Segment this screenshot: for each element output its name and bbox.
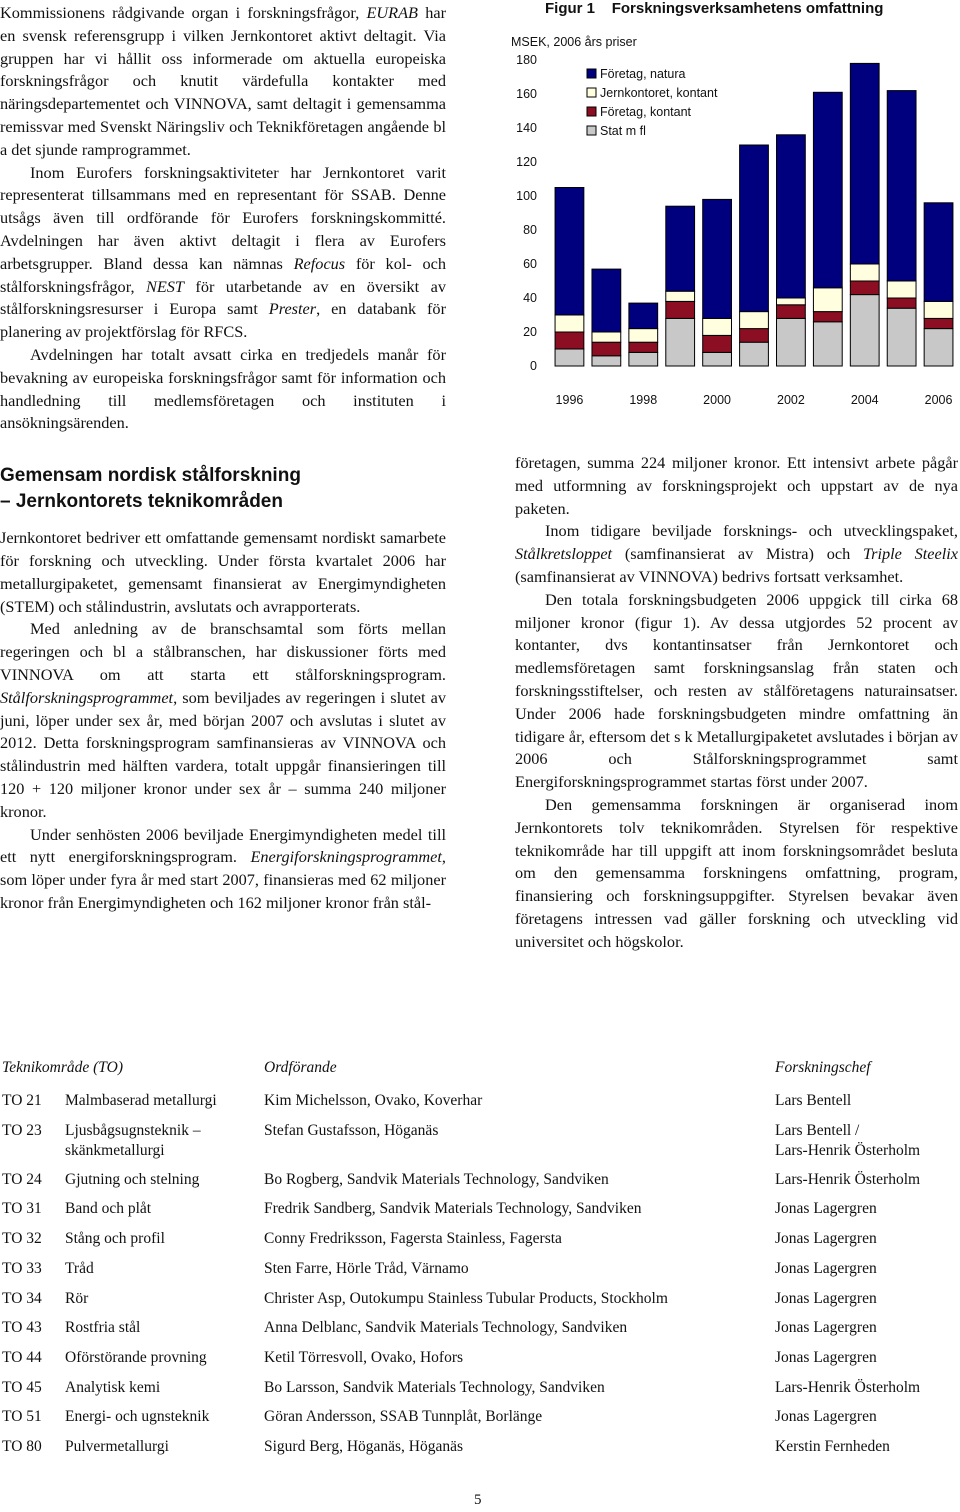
to-code: TO 34	[2, 1289, 42, 1307]
header-chair: Ordförande	[264, 1059, 337, 1076]
bar-segment	[887, 308, 916, 366]
bar-segment	[924, 203, 953, 302]
italic-term: Triple Steelix	[862, 544, 958, 564]
to-name: Gjutning och stelning	[65, 1170, 200, 1188]
header-research-head: Forskningschef	[775, 1059, 871, 1076]
bar-segment	[666, 206, 695, 291]
bar-segment	[703, 335, 732, 352]
chairperson: Bo Larsson, Sandvik Materials Technology, Sandviken	[264, 1378, 605, 1396]
bar-segment	[555, 315, 584, 332]
italic-term: Energiforskningsprogrammet	[250, 847, 442, 867]
bar-segment	[887, 281, 916, 298]
research-head: Lars-Henrik Österholm	[775, 1378, 921, 1396]
legend-swatch	[587, 126, 596, 135]
legend-label: Företag, kontant	[600, 105, 692, 119]
chairperson: Göran Andersson, SSAB Tunnplåt, Borlänge	[264, 1408, 543, 1426]
bar-segment	[813, 322, 842, 366]
paragraph	[515, 589, 958, 794]
to-code: TO 23	[2, 1121, 42, 1139]
paragraph	[0, 344, 446, 435]
y-axis-label: MSEK, 2006 års priser	[511, 35, 637, 49]
chairperson: Kim Michelsson, Ovako, Koverhar	[264, 1092, 483, 1109]
bar-segment	[740, 145, 769, 312]
bar-segment	[592, 332, 621, 342]
y-tick-label: 100	[516, 189, 537, 203]
to-name: Rostfria stål	[65, 1319, 141, 1337]
text-run: Kommissionens rådgivande organ i forskningsfrågor,	[0, 3, 367, 22]
italic-term: Refocus	[293, 253, 346, 273]
italic-term: EURAB	[366, 3, 419, 22]
legend-swatch	[587, 88, 596, 97]
y-tick-label: 0	[530, 359, 537, 373]
chairperson: Fredrik Sandberg, Sandvik Materials Technology, Sandviken	[264, 1200, 642, 1218]
bar-segment	[629, 329, 658, 343]
to-code: TO 31	[2, 1200, 42, 1218]
paragraph	[515, 794, 958, 954]
bar-segment	[813, 288, 842, 312]
italic-term: Prester	[268, 299, 317, 319]
bar-segment	[887, 91, 916, 281]
y-tick-label: 160	[516, 87, 537, 101]
to-code: TO 32	[2, 1230, 42, 1248]
right-column	[515, 452, 958, 954]
to-name: Band och plåt	[65, 1200, 152, 1218]
bar-segment	[629, 303, 658, 329]
y-tick-label: 20	[523, 325, 537, 339]
to-code: TO 80	[2, 1438, 42, 1455]
research-head-cont: Lars-Henrik Österholm	[775, 1141, 921, 1159]
table-row	[0, 1289, 960, 1313]
y-tick-label: 40	[523, 291, 537, 305]
bar-segment	[924, 301, 953, 318]
bar-segment	[924, 329, 953, 366]
text-run: , en databank för planering av projektförslag för RFCS.	[0, 299, 446, 342]
x-tick-label: 2006	[924, 393, 953, 407]
text-run: , som beviljades av regeringen i slutet av juni, löper under sex år, med början 2007 och avslutas i slutet av 2012. Detta forskningsprogram samfinansieras av VINNOVA och stålindustrin med hälften vardera, totalt uppgår finansieringen till 120 + 120 miljoner kronor under sex år – summa 240 miljoner kronor.	[0, 687, 446, 821]
to-name: Malmbaserad metallurgi	[65, 1092, 217, 1109]
bar-segment	[555, 188, 584, 316]
figure-label: Figur 1	[545, 0, 596, 17]
bar-segment	[629, 342, 658, 352]
bar-segment	[850, 264, 879, 281]
to-name-cont: skänkmetallurgi	[65, 1141, 165, 1159]
to-code: TO 45	[2, 1378, 42, 1396]
paragraph	[0, 618, 446, 823]
chairperson: Sten Farre, Hörle Tråd, Värnamo	[264, 1259, 469, 1277]
bar-segment	[813, 312, 842, 322]
y-tick-label: 80	[523, 223, 537, 237]
to-name: Tråd	[65, 1259, 94, 1277]
text-run: Den totala forskningsbudgeten 2006 uppgick till cirka 68 miljoner kronor (figur 1). Av dessa utgjordes 52 procent av kontanter, dvs kontantinsatser från Jernkontoret och medlemsföretagen samt forskningsanslag från staten och forskningsstiftelser, och resten av stålföretagens naturainsatser. Under 2006 hade forskningsbudgeten mindre omfattning än tidigare år, eftersom det s k Metallurgipaketet avslutades i början av 2006 och Stålforskningsprogrammet samt Energiforskningsprogrammet startas först under 2007.	[515, 589, 958, 792]
research-head: Jonas Lagergren	[775, 1289, 877, 1307]
bar-segment	[555, 349, 584, 366]
bar-segment	[777, 318, 806, 366]
bar-segment	[592, 356, 621, 366]
table-row	[0, 1378, 960, 1402]
heading-line: – Jernkontorets teknikområden	[0, 491, 283, 513]
to-name: Rör	[65, 1289, 89, 1307]
chairperson: Anna Delblanc, Sandvik Materials Technology, Sandviken	[264, 1319, 628, 1337]
to-code: TO 21	[2, 1092, 42, 1109]
figure-caption: Forskningsverksamhetens omfattning	[611, 0, 884, 17]
to-code: TO 43	[2, 1319, 42, 1337]
to-name: Analytisk kemi	[65, 1378, 161, 1396]
text-run: Inom Eurofers forskningsaktiviteter har Jernkontoret varit representerat tillsammans med en representant för SSAB. Denne utsågs även till ordförande för Eurofers forskningskommitté. Avdelningen har även aktivt deltagit i flera av Eurofers arbetsgrupper. Bland dessa kan nämnas	[0, 162, 446, 273]
header-to: Teknikområde (TO)	[2, 1059, 123, 1076]
bar-segment	[777, 298, 806, 305]
research-head: Jonas Lagergren	[775, 1230, 877, 1248]
to-code: TO 33	[2, 1259, 42, 1277]
bar-segment	[777, 305, 806, 319]
text-run: har en svensk referensgrupp i vilken Jernkontoret aktivt deltagit. Via gruppen har vi hållit oss informerade om aktuella europeiska forskningsfrågor och knutit värdefulla kontakter med näringsdepartementet och VINNOVA, samt deltagit i gemensamma remissvar med Svenskt Näringsliv och Teknikföretagen angående bl a det sjunde ramprogrammet.	[0, 3, 446, 159]
paragraph	[0, 162, 446, 344]
text-run: för kol- och stålforskningsfrågor,	[0, 253, 446, 296]
paragraph	[0, 824, 446, 915]
text-run: (samfinansierat av Mistra) och	[612, 544, 863, 564]
table-row	[0, 1091, 960, 1115]
table-header-row	[0, 1058, 960, 1082]
table-row	[0, 1199, 960, 1223]
to-name: Stång och profil	[65, 1230, 165, 1248]
bar-segment	[740, 329, 769, 343]
bar-segment	[703, 199, 732, 318]
bar-segment	[703, 318, 732, 335]
text-run: Med anledning av de branschsamtal som förts mellan regeringen och bl a stålbranschen, har diskussioner förts med VINNOVA om att starta ett stålforskningsprogram.	[0, 619, 446, 684]
italic-term: NEST	[145, 276, 184, 296]
y-tick-label: 140	[516, 121, 537, 135]
research-head: Jonas Lagergren	[775, 1348, 877, 1366]
to-name: Energi- och ugnsteknik	[65, 1408, 210, 1426]
text-run: Jernkontoret bedriver ett omfattande gemensamt nordiskt samarbete för forskning och utveckling. Under första kvartalet 2006 har metallurgipaketet, gemensamt finansierat av Energimyndigheten (STEM) och stålindustrin, avslutats och avrapporterats.	[0, 528, 446, 616]
research-head: Jonas Lagergren	[775, 1319, 877, 1337]
paragraph	[0, 2, 446, 162]
bar-segment	[813, 92, 842, 287]
table-row	[0, 1229, 960, 1253]
y-tick-label: 120	[516, 155, 537, 169]
bar-segment	[592, 342, 621, 356]
paragraph	[515, 520, 958, 588]
chairperson: Stefan Gustafsson, Höganäs	[264, 1121, 439, 1139]
bar-segment	[555, 332, 584, 349]
text-run: , som löper under fyra år med start 2007, finansieras med 62 miljoner kronor från Energimyndigheten och 162 miljoner kronor från stål-	[0, 847, 446, 912]
chairperson: Christer Asp, Outokumpu Stainless Tubular Products, Stockholm	[264, 1289, 668, 1307]
bar-segment	[666, 291, 695, 301]
research-head: Lars-Henrik Österholm	[775, 1170, 921, 1188]
to-code: TO 24	[2, 1170, 42, 1188]
text-run: för utarbetande av en översikt av stålforskningsresurser i Europa samt	[0, 276, 446, 319]
paragraph	[515, 452, 958, 520]
text-run: Under senhösten 2006 beviljade Energimyndigheten medel till ett nytt energiforskningsprogram.	[0, 824, 446, 867]
to-name: Ljusbågsugnsteknik –	[65, 1121, 201, 1139]
legend-label: Företag, natura	[600, 67, 686, 81]
bar-segment	[887, 298, 916, 308]
italic-term: Stålforskningsprogrammet	[0, 687, 174, 707]
x-tick-label: 2002	[777, 393, 805, 407]
left-column	[0, 2, 446, 915]
text-run: (samfinansierat av VINNOVA) bedrivs fortsatt verksamhet.	[515, 566, 904, 586]
chairperson: Sigurd Berg, Höganäs, Höganäs	[264, 1438, 464, 1455]
page-number: 5	[474, 1492, 482, 1508]
text-run: Avdelningen har totalt avsatt cirka en tredjedels manår för bevakning av europeiska forskningsfrågor samt för information och handledning till medlemsföretagen och instituten i ansökningsärenden.	[0, 344, 446, 433]
x-tick-label: 2000	[703, 393, 731, 407]
research-head: Kerstin Fernheden	[775, 1438, 890, 1455]
research-head: Jonas Lagergren	[775, 1259, 877, 1277]
heading-line: Gemensam nordisk stålforskning	[0, 465, 301, 487]
table-row	[0, 1121, 960, 1159]
research-head: Jonas Lagergren	[775, 1200, 877, 1218]
bar-segment	[850, 281, 879, 295]
bar-segment	[703, 352, 732, 366]
bar-segment	[924, 318, 953, 328]
x-tick-label: 2004	[850, 393, 879, 407]
chairperson: Conny Fredriksson, Fagersta Stainless, Fagersta	[264, 1230, 562, 1248]
table-row	[0, 1318, 960, 1342]
paragraph	[0, 527, 446, 618]
table-row	[0, 1437, 960, 1461]
table-row	[0, 1407, 960, 1431]
bar-segment	[666, 318, 695, 366]
bar-segment	[629, 352, 658, 366]
text-run: Inom tidigare beviljade forsknings- och utvecklingspaket,	[545, 521, 958, 541]
research-head: Jonas Lagergren	[775, 1408, 877, 1426]
text-run: Den gemensamma forskningen är organiserad inom Jernkontorets tolv teknikområden. Styrelsen för respektive teknikområde har till uppgift att inom forskningsområdet besluta om den gemensamma forskningens omfattning, program, finansiering och forskningsuppgifter. Styrelsen bevakar även företagens intressen vad gäller forskning och utveckling vid universitet och högskolor.	[515, 794, 958, 951]
bar-segment	[777, 135, 806, 298]
italic-term: Stålkretsloppet	[515, 544, 613, 564]
bar-segment	[740, 312, 769, 329]
bar-segment	[850, 295, 879, 366]
legend-swatch	[587, 69, 596, 78]
legend-swatch	[587, 107, 596, 116]
y-tick-label: 180	[516, 53, 537, 67]
bar-segment	[592, 269, 621, 332]
to-code: TO 51	[2, 1408, 42, 1426]
bar-segment	[740, 342, 769, 366]
table-row	[0, 1170, 960, 1194]
figure-title	[545, 0, 883, 17]
chairperson: Ketil Törresvoll, Ovako, Hofors	[264, 1348, 464, 1366]
research-head: Lars Bentell /	[775, 1121, 860, 1139]
to-name: Oförstörande provning	[65, 1348, 207, 1366]
research-head: Lars Bentell	[775, 1092, 852, 1109]
x-tick-label: 1996	[555, 393, 584, 407]
table-row	[0, 1259, 960, 1283]
bar-segment	[666, 301, 695, 318]
to-name: Pulvermetallurgi	[65, 1438, 169, 1455]
x-tick-label: 1998	[629, 393, 658, 407]
table-row	[0, 1348, 960, 1372]
text-run: företagen, summa 224 miljoner kronor. Ett intensivt arbete pågår med utformning av forskningsprojekt och uppstart av de nya paketen.	[515, 453, 958, 518]
y-tick-label: 60	[523, 257, 537, 271]
stacked-bar-chart	[505, 28, 960, 418]
legend-label: Stat m fl	[600, 124, 646, 138]
bar-segment	[850, 63, 879, 264]
section-heading	[0, 463, 446, 515]
chairperson: Bo Rogberg, Sandvik Materials Technology, Sandviken	[264, 1170, 609, 1188]
legend-label: Jernkontoret, kontant	[600, 86, 718, 100]
to-code: TO 44	[2, 1348, 42, 1366]
